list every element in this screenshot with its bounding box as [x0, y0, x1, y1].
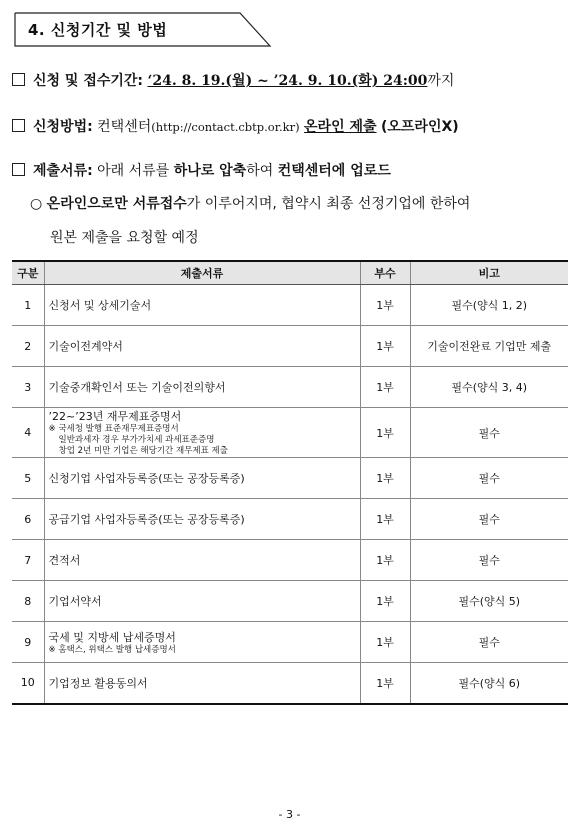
table-row [12, 663, 568, 704]
method-label: 신청방법: [33, 119, 93, 135]
row-remark: 필수 [410, 622, 568, 663]
table-row [12, 285, 568, 326]
sub-note-bold: 온라인으로만 서류접수 [46, 196, 187, 212]
document-name: 국세 및 지방세 납세증명서 [48, 630, 176, 644]
row-remark: 필수(양식 6) [410, 663, 568, 704]
row-remark: 기술이전완료 기업만 제출 [410, 326, 568, 367]
row-document [44, 367, 360, 408]
document-note: 일반과세자 경우 부가가치세 과세표준증명 [58, 435, 215, 445]
document-name: 기업정보 활용동의서 [48, 676, 148, 690]
document-name: 공급기업 사업자등록증(또는 공장등록증) [48, 513, 245, 526]
row-quantity: 1부 [360, 581, 410, 622]
table-row [12, 499, 568, 540]
table-row [12, 367, 568, 408]
table-row [12, 622, 568, 663]
method-emph: 온라인 제출 [304, 119, 377, 135]
row-document [44, 458, 360, 499]
row-number: 10 [12, 663, 44, 704]
period-suffix: 까지 [427, 73, 455, 89]
row-number: 8 [12, 581, 44, 622]
row-remark: 필수 [410, 458, 568, 499]
documents-t3: 하여 [246, 163, 274, 179]
method-post: (오프라인X) [380, 119, 459, 135]
heading-text: 4. 신청기간 및 방법 [28, 21, 168, 39]
checkbox-icon [12, 73, 25, 86]
row-number: 4 [12, 408, 44, 458]
row-quantity: 1부 [360, 622, 410, 663]
table-row [12, 326, 568, 367]
bullet-icon: ○ [30, 196, 43, 212]
document-notes [49, 645, 356, 656]
header-doc: 제출서류 [44, 261, 360, 285]
document-name: 기술이전계약서 [48, 340, 123, 353]
row-remark: 필수(양식 5) [410, 581, 568, 622]
row-number: 2 [12, 326, 44, 367]
period-label: 신청 및 접수기간: [33, 73, 144, 89]
document-notes [49, 424, 356, 457]
row-quantity: 1부 [360, 326, 410, 367]
row-quantity: 1부 [360, 285, 410, 326]
header-note: 비고 [410, 261, 568, 285]
row-document [44, 663, 360, 704]
row-remark: 필수(양식 1, 2) [410, 285, 568, 326]
row-number: 6 [12, 499, 44, 540]
row-number: 3 [12, 367, 44, 408]
documents-t2: 하나로 압축 [173, 163, 247, 179]
row-document [44, 540, 360, 581]
document-name: 신청기업 사업자등록증(또는 공장등록증) [48, 472, 245, 485]
checkbox-icon [12, 119, 25, 132]
table-header-row [12, 261, 568, 285]
documents-table [12, 260, 568, 705]
page-number: - 3 - [278, 808, 301, 821]
row-document [44, 622, 360, 663]
sub-note-line-2: 원본 제출을 요청할 예정 [50, 230, 199, 246]
documents-t4: 컨택센터에 업로드 [277, 163, 391, 179]
table-row [12, 540, 568, 581]
row-document [44, 285, 360, 326]
method-pre: 컨택센터 [97, 119, 152, 135]
row-number: 7 [12, 540, 44, 581]
row-quantity: 1부 [360, 458, 410, 499]
row-document [44, 326, 360, 367]
document-note: ※ 국세청 발행 표준재무제표증명서 [48, 424, 179, 434]
row-quantity: 1부 [360, 499, 410, 540]
sub-note-line-1 [30, 193, 470, 213]
document-name: 기업서약서 [48, 595, 102, 608]
document-note: 창업 2년 미만 기업은 해당기간 재무제표 제출 [58, 446, 228, 456]
documents-label: 제출서류: [33, 163, 93, 179]
documents-line [12, 160, 391, 180]
table-row [12, 581, 568, 622]
table-row [12, 458, 568, 499]
document-name: 견적서 [48, 554, 81, 567]
sub-note-rest-1: 가 이루어지며, 협약시 최종 선정기업에 한하여 [186, 196, 471, 212]
row-quantity: 1부 [360, 663, 410, 704]
row-remark: 필수 [410, 408, 568, 458]
row-document [44, 408, 360, 458]
row-quantity: 1부 [360, 367, 410, 408]
row-number: 9 [12, 622, 44, 663]
table-row [12, 408, 568, 458]
documents-t1: 아래 서류를 [97, 163, 170, 179]
section-heading [14, 12, 270, 46]
row-remark: 필수(양식 3, 4) [410, 367, 568, 408]
header-qty: 부수 [360, 261, 410, 285]
period-value: ‘24. 8. 19.(월) ~ ’24. 9. 10.(화) 24:00 [147, 73, 428, 89]
row-number: 5 [12, 458, 44, 499]
method-line [12, 116, 459, 136]
document-name: ’22~’23년 재무제표증명서 [48, 410, 182, 423]
row-document [44, 581, 360, 622]
row-document [44, 499, 360, 540]
method-url[interactable]: (http://contact.cbtp.or.kr) [151, 120, 300, 134]
row-remark: 필수 [410, 499, 568, 540]
period-line [12, 70, 454, 90]
row-quantity: 1부 [360, 540, 410, 581]
row-remark: 필수 [410, 540, 568, 581]
checkbox-icon [12, 163, 25, 176]
document-name: 신청서 및 상세기술서 [48, 299, 152, 312]
header-no: 구분 [12, 261, 44, 285]
document-note: ※ 홈택스, 위택스 발행 납세증명서 [48, 644, 176, 655]
row-quantity: 1부 [360, 408, 410, 458]
document-name: 기술중개확인서 또는 기술이전의향서 [48, 381, 226, 394]
row-number: 1 [12, 285, 44, 326]
